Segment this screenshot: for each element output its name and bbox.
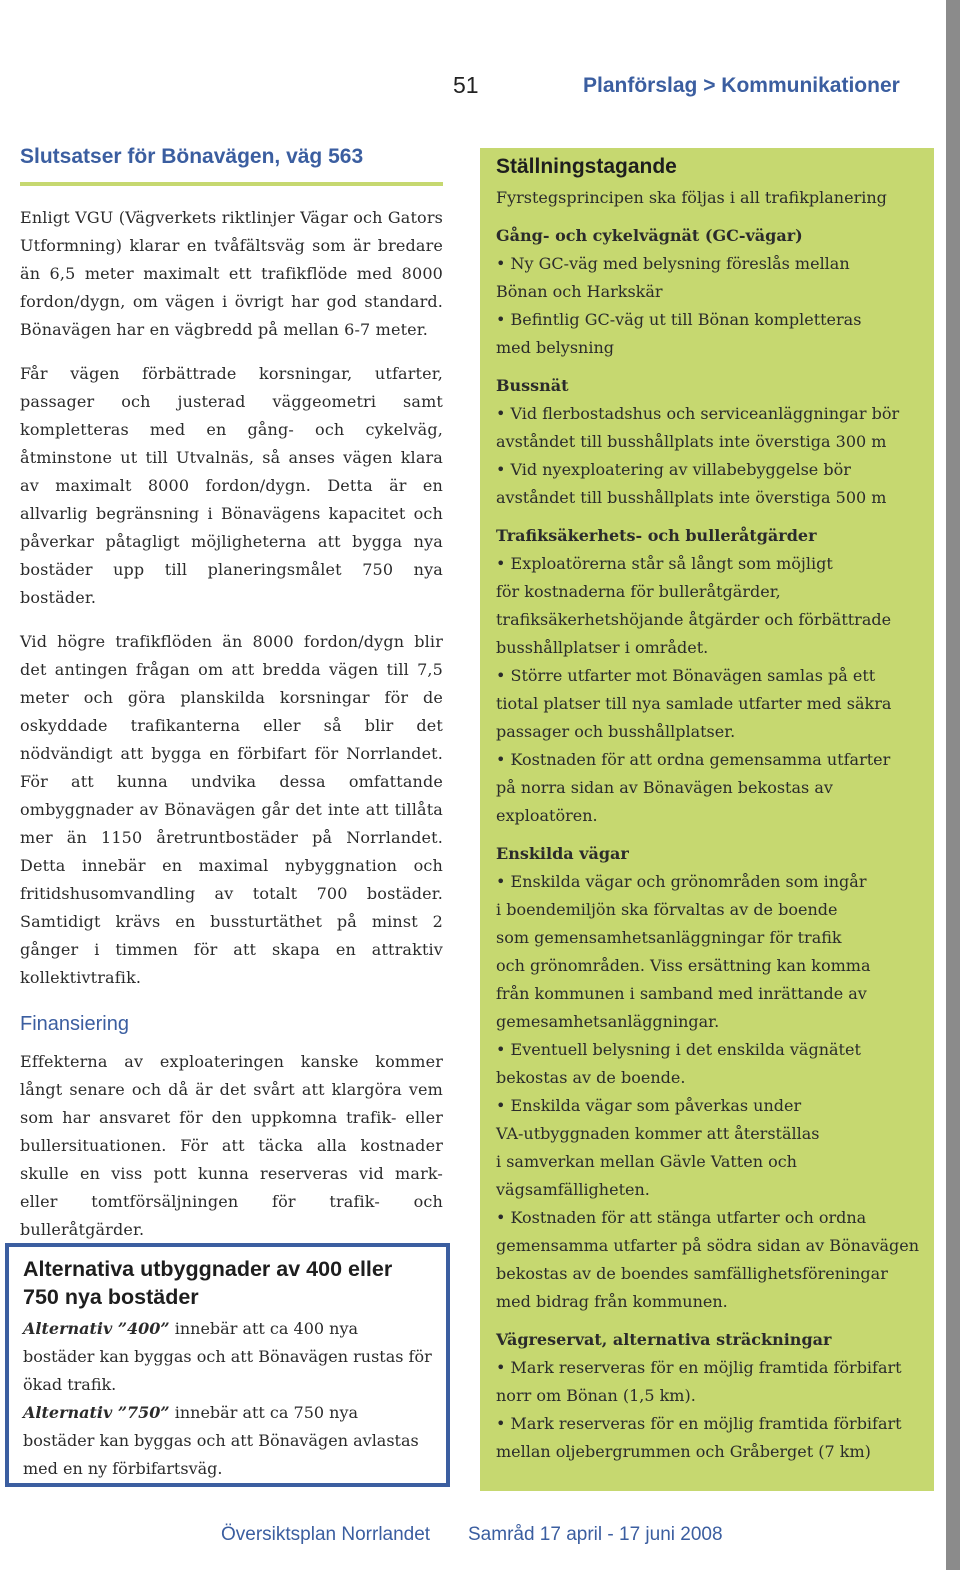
alternative-400-label: Alternativ ”400” [23, 1319, 170, 1338]
standpoint-line: i samverkan mellan Gävle Vatten och [496, 1152, 797, 1171]
finance-heading: Finansiering [20, 1013, 129, 1035]
standpoint-line: mellan oljebergrummen och Gråberget (7 km) [496, 1442, 871, 1461]
alternative-750-text: innebär att ca 750 nya bostäder kan byggas och att Bönavägen avlastas med en ny förbifartsväg. [23, 1403, 419, 1478]
standpoint-line: bekostas av de boende. [496, 1068, 686, 1087]
alternatives-box [5, 1243, 450, 1487]
standpoint-line: • Ny GC-väg med belysning föreslås mellan [496, 254, 850, 273]
alternative-400 [23, 1315, 432, 1399]
standpoint-line: med bidrag från kommunen. [496, 1292, 728, 1311]
standpoint-line: norr om Bönan (1,5 km). [496, 1386, 696, 1405]
standpoint-line: gemesamhetsanläggningar. [496, 1012, 720, 1031]
finance-paragraph: Effekterna av exploateringen kanske kommer långt senare och då är det svårt att klargöra vem som har ansvaret för den uppkomna trafik- eller bullersituationen. För att täcka alla kostnader skulle en viss pott kunna reserveras vid mark- eller tomtförsäljningen för trafik- och bulleråtgärder. [20, 1052, 443, 1239]
standpoint-line: • Befintlig GC-väg ut till Bönan kompletteras [496, 310, 862, 329]
standpoint-line: och grönområden. Viss ersättning kan komma [496, 956, 871, 975]
standpoint-line: • Kostnaden för att stänga utfarter och ordna [496, 1208, 867, 1227]
standpoint-line: exploatören. [496, 806, 598, 825]
standpoint-section-heading: Bussnät [496, 376, 569, 395]
standpoint-panel [480, 148, 934, 1491]
standpoint-line: • Mark reserveras för en möjlig framtida förbifart [496, 1414, 902, 1433]
standpoint-line: • Exploatörerna står så långt som möjligt [496, 554, 833, 573]
alternative-750-label: Alternativ ”750” [23, 1403, 170, 1422]
standpoint-line: busshållplatser i området. [496, 638, 709, 657]
standpoint-title: Ställningstagande [496, 155, 677, 178]
alternatives-title: Alternativa utbyggnader av 400 eller 750 nya bostäder [23, 1257, 393, 1309]
footer-consultation-dates: Samråd 17 april - 17 juni 2008 [468, 1524, 723, 1545]
standpoint-line: • Vid nyexploatering av villabebyggelse bör [496, 460, 851, 479]
standpoint-line: • Vid flerbostadshus och serviceanläggningar bör [496, 404, 900, 423]
standpoint-line: avståndet till busshållplats inte överstiga 500 m [496, 488, 887, 507]
standpoint-section-heading: Vägreservat, alternativa sträckningar [496, 1330, 832, 1349]
standpoint-line: vägsamfälligheten. [496, 1180, 650, 1199]
standpoint-line: trafiksäkerhetshöjande åtgärder och förbättrade [496, 610, 892, 629]
paragraph-vgu: Enligt VGU (Vägverkets riktlinjer Vägar och Gators Utformning) klarar en tvåfältsväg som är bredare än 6,5 meter maximalt ett trafikflöde med 8000 fordon/dygn, om vägen i övrigt har god standard. Bönavägen har en vägbredd på mellan 6-7 meter. [20, 208, 443, 339]
standpoint-line: VA-utbyggnaden kommer att återställas [496, 1124, 820, 1143]
standpoint-line: • Eventuell belysning i det enskilda vägnätet [496, 1040, 861, 1059]
standpoint-line: från kommunen i samband med inrättande av [496, 984, 867, 1003]
standpoint-line: bekostas av de boendes samfällighetsföreningar [496, 1264, 888, 1283]
standpoint-line: • Kostnaden för att ordna gemensamma utfarter [496, 750, 891, 769]
standpoint-line: Bönan och Harkskär [496, 282, 663, 301]
standpoint-line: på norra sidan av Bönavägen bekostas av [496, 778, 833, 797]
standpoint-line: • Enskilda vägar som påverkas under [496, 1096, 802, 1115]
page-edge-bar [946, 0, 960, 1570]
standpoint-line: för kostnaderna för bulleråtgärder, [496, 582, 781, 601]
standpoint-line: passager och busshållplatser. [496, 722, 736, 741]
paragraph-improvements: Får vägen förbättrade korsningar, utfarter, passager och justerad väggeometri samt kompletteras med en gång- och cykelväg, åtminstone ut till Utvalnäs, så anses vägen klara av maximalt 8000 fordon/dygn. Detta är en allvarlig begränsning i Bönavägens kapacitet och påverkar påtagligt möjligheterna att bygga nya bostäder upp till planeringsmålet 750 nya bostäder. [20, 364, 443, 607]
alternative-400-text: innebär att ca 400 nya bostäder kan byggas och att Bönavägen rustas för ökad trafik. [23, 1319, 432, 1394]
standpoint-intro: Fyrstegsprincipen ska följas i all trafikplanering [496, 188, 887, 207]
standpoint-section [496, 222, 934, 362]
heading-rule [20, 182, 443, 186]
standpoint-line: som gemensamhetsanläggningar för trafik [496, 928, 842, 947]
standpoint-section-heading: Gång- och cykelvägnät (GC-vägar) [496, 226, 803, 245]
standpoint-line: gemensamma utfarter på södra sidan av Bönavägen [496, 1236, 920, 1255]
footer-plan-name: Översiktsplan Norrlandet [221, 1524, 431, 1545]
standpoint-line: • Mark reserveras för en möjlig framtida förbifart [496, 1358, 902, 1377]
page-number: 51 [453, 72, 479, 98]
standpoint-section [496, 840, 934, 1316]
paragraph-higher-traffic: Vid högre trafikflöden än 8000 fordon/dygn blir det antingen frågan om att bredda vägen till 7,5 meter och göra planskilda korsningar för de oskyddade trafikanterna eller så blir det nödvändigt att bygga en förbifart för Norrlandet. För att kunna undvika dessa omfattande ombyggnader av Bönavägen går det inte att tillåta mer än 1150 åretruntbostäder på Norrlandet. Detta innebär en maximal nybyggnation och fritidshusomvandling av totalt 700 bostäder. Samtidigt krävs en bussturtäthet på minst 2 gånger i timmen för att skapa en attraktiv kollektivtrafik. [20, 632, 443, 987]
standpoint-line: i boendemiljön ska förvaltas av de boende [496, 900, 838, 919]
standpoint-section [496, 1326, 934, 1466]
alternative-750 [23, 1399, 432, 1483]
standpoint-line: med belysning [496, 338, 615, 357]
standpoint-section-heading: Trafiksäkerhets- och bulleråtgärder [496, 526, 817, 545]
standpoint-line: • Större utfarter mot Bönavägen samlas på ett [496, 666, 876, 685]
left-column [20, 144, 443, 1260]
standpoint-line: • Enskilda vägar och grönområden som ingår [496, 872, 867, 891]
section-breadcrumb: Planförslag > Kommunikationer [583, 74, 900, 97]
standpoint-section-heading: Enskilda vägar [496, 844, 629, 863]
conclusions-heading: Slutsatser för Bönavägen, väg 563 [20, 145, 364, 168]
standpoint-line: tiotal platser till nya samlade utfarter med säkra [496, 694, 892, 713]
standpoint-section [496, 522, 934, 830]
standpoint-section [496, 372, 934, 512]
standpoint-line: avståndet till busshållplats inte överstiga 300 m [496, 432, 887, 451]
